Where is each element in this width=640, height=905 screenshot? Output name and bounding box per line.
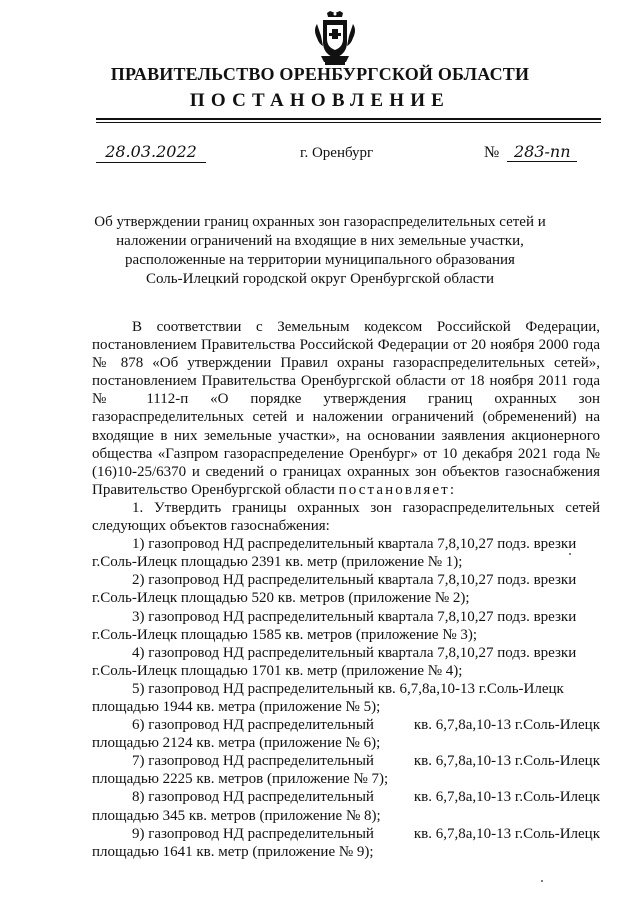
item-line <box>92 680 600 698</box>
item-line: площадью 1944 кв. метра (приложение № 5); <box>92 698 381 715</box>
list-item <box>92 788 600 824</box>
document-subject <box>80 213 560 289</box>
item-line <box>92 571 600 589</box>
item-text: 4) газопровод НД распределительный квартала 7,8,10,27 подз. врезки <box>132 644 577 661</box>
item-line: площадью 1641 кв. метр (приложение № 9); <box>92 843 374 860</box>
item-line: площадью 2225 кв. метров (приложение № 7); <box>92 771 389 788</box>
item-line <box>92 644 600 662</box>
list-item <box>92 644 600 680</box>
item-text-right: кв. 6,7,8а,10-13 г.Соль-Илецк <box>413 717 600 734</box>
item-text-right: кв. 6,7,8а,10-13 г.Соль-Илецк <box>413 825 600 842</box>
document-type-heading: ПОСТАНОВЛЕНИЕ <box>189 90 451 111</box>
number-sign: № <box>484 144 500 161</box>
subject-line: наложении ограничений на входящие в них земельные участки, <box>116 233 524 249</box>
item-line <box>92 608 600 626</box>
subject-line: расположенные на территории муниципального образования <box>125 252 515 268</box>
resolves-word: постановляет: <box>338 481 457 498</box>
number-value: 283-пп <box>507 142 577 162</box>
organization-title: ПРАВИТЕЛЬСТВО ОРЕНБУРГСКОЙ ОБЛАСТИ <box>110 64 530 84</box>
scan-speck <box>569 553 571 555</box>
item-line: г.Соль-Илецк площадью 1585 кв. метров (приложение № 3); <box>92 626 478 643</box>
item-line: площадью 2124 кв. метра (приложение № 6); <box>92 735 381 752</box>
item-line <box>92 788 600 806</box>
item-line <box>92 825 600 843</box>
subject-line: Об утверждении границ охранных зон газораспределительных сетей и <box>94 214 546 230</box>
list-item <box>92 716 600 752</box>
subject-line: Соль-Илецкий городской округ Оренбургской области <box>146 271 494 287</box>
intro-paragraph <box>92 318 600 499</box>
item-line <box>92 752 600 770</box>
header-rule-thick <box>96 118 601 120</box>
item-text: 2) газопровод НД распределительный квартала 7,8,10,27 подз. врезки <box>132 572 577 589</box>
item-line: площадью 345 кв. метров (приложение № 8); <box>92 807 381 824</box>
item-text-right: кв. 6,7,8а,10-13 г.Соль-Илецк <box>413 789 600 806</box>
item-text: 5) газопровод НД распределительный кв. 6,7,8а,10-13 г.Соль-Илецк <box>132 680 564 697</box>
list-item <box>92 535 600 571</box>
list-item <box>92 680 600 716</box>
list-item <box>92 608 600 644</box>
item-text: 3) газопровод НД распределительный квартала 7,8,10,27 подз. врезки <box>132 608 577 625</box>
item-text-right: кв. 6,7,8а,10-13 г.Соль-Илецк <box>413 753 600 770</box>
item-line <box>92 716 600 734</box>
point-1: 1. Утвердить границы охранных зон газораспределительных сетей следующих объектов газоснабжения: <box>92 499 600 535</box>
item-line <box>92 535 600 553</box>
document-number <box>484 142 577 162</box>
item-text: 1) газопровод НД распределительный квартала 7,8,10,27 подз. врезки <box>132 536 577 553</box>
item-line: г.Соль-Илецк площадью 1701 кв. метр (приложение № 4); <box>92 662 463 679</box>
item-text-left: 6) газопровод НД распределительный <box>132 717 374 734</box>
item-text-left: 9) газопровод НД распределительный <box>132 825 374 842</box>
header-rule-thin <box>96 122 601 123</box>
coat-of-arms-icon <box>313 10 357 66</box>
document-date: 28.03.2022 <box>96 142 206 163</box>
list-item <box>92 571 600 607</box>
list-item <box>92 752 600 788</box>
document-city: г. Оренбург <box>300 145 374 161</box>
item-text-left: 7) газопровод НД распределительный <box>132 753 374 770</box>
list-item <box>92 825 600 861</box>
item-line: г.Соль-Илецк площадью 2391 кв. метр (приложение № 1); <box>92 554 463 571</box>
item-line: г.Соль-Илецк площадью 520 кв. метров (приложение № 2); <box>92 590 470 607</box>
scan-speck <box>541 880 543 882</box>
document-body <box>92 318 600 861</box>
intro-text: В соответствии с Земельным кодексом Российской Федерации, постановлением Правительства Российской Федерации от 20 ноября 2000 года № 878 «Об утверждении Правил охраны газораспределительных сетей», постановлением Правительства Оренбургской области от 18 ноября 2011 года № 1112-п «О порядке утверждения границ охранных зон газораспределительных сетей и наложении ограничений (обременений) на входящие в них земельные участки», на основании заявления акционерного общества «Газпром газораспределение Оренбург» от 10 декабря 2021 года № (16)10-25/6370 и сведений о границах охранных зон объектов газоснабжения Правительство Оренбургской области <box>92 319 600 498</box>
item-text-left: 8) газопровод НД распределительный <box>132 789 374 806</box>
